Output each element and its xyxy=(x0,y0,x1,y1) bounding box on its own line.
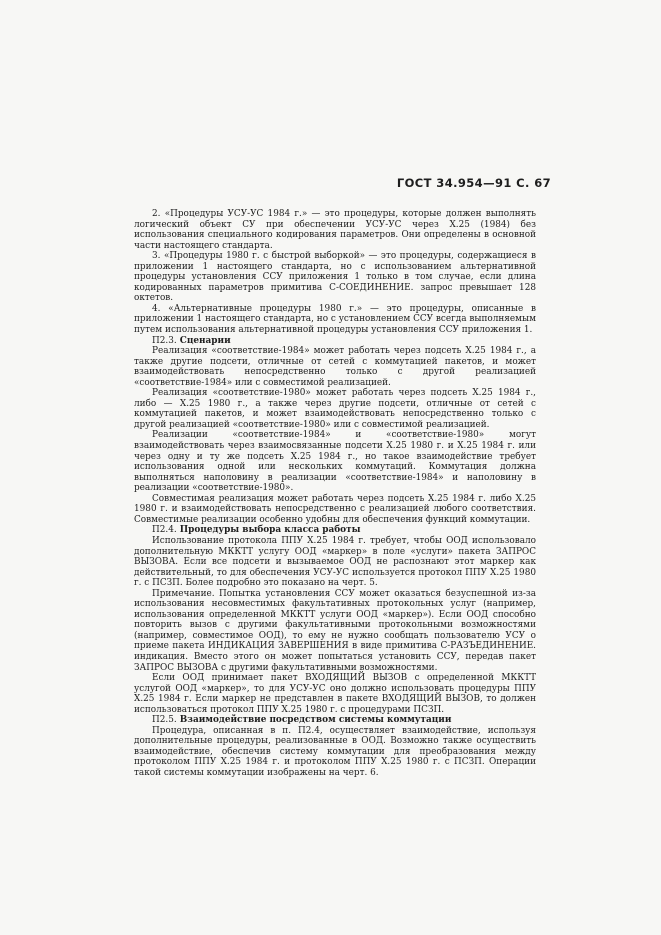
section-heading-p25 xyxy=(134,715,536,726)
section-title: Взаимодействие посредством системы коммутации xyxy=(179,715,452,726)
section-number: П2.5. xyxy=(152,715,177,726)
paragraph: Если ООД принимает пакет ВХОДЯЩИЙ ВЫЗОВ с определенной МККТТ услугой ООД «маркер», то для УСУ-УС оно должно использовать процедуры ППУ Х.25 1984 г. Если маркер не представлен в пакете ВХОДЯЩИЙ ВЫЗОВ, то должен использоваться протокол ППУ Х.25 1980 г. с процедурами ПСЗП. xyxy=(134,673,536,715)
paragraph: 3. «Процедуры 1980 г. с быстрой выборкой» — это процедуры, содержащиеся в приложении 1 настоящего стандарта, но с использованием альтернативной процедуры установления ССУ приложения 1 только в том случае, если длина кодированных параметров примитива С-СОЕДИНЕНИЕ. запрос превышает 128 октетов. xyxy=(134,251,536,304)
section-heading-p23 xyxy=(134,336,536,347)
document-body xyxy=(134,209,536,779)
paragraph: 2. «Процедуры УСУ-УС 1984 г.» — это процедуры, которые должен выполнять логический объект СУ при обеспечении УСУ-УС через Х.25 (1984) без использования специального кодирования параметров. Они определены в основной части настоящего стандарта. xyxy=(134,209,536,251)
paragraph: Реализации «соответствие-1984» и «соответствие-1980» могут взаимодействовать через взаимосвязанные подсети Х.25 1980 г. и Х.25 1984 г. или через одну и ту же подсеть Х.25 1984 г., но такое взаимодействие требует использования одной или нескольких коммутаций. Коммутация должна выполняться наполовину в реализации «соответствие-1984» и наполовину в реализации «соответствие-1980». xyxy=(134,430,536,494)
section-number: П2.4. xyxy=(152,525,177,536)
section-title: Процедуры выбора класса работы xyxy=(179,525,361,536)
section-heading-p24 xyxy=(134,525,536,536)
page-header: ГОСТ 34.954—91 С. 67 xyxy=(396,176,551,190)
note-paragraph: Примечание. Попытка установления ССУ может оказаться безуспешной из-за использования несовместимых факультативных протокольных услуг (например, использования определенной МККТТ услуги ООД «маркер»). Если ООД способно повторить вызов с другими факультативными протокольными возможностями (например, совместимое ООД), то ему не нужно сообщать пользователю УСУ о приеме пакета ИНДИКАЦИЯ ЗАВЕРШЕНИЯ в виде примитива С-РАЗЪЕДИНЕНИЕ. индикация. Вместо этого он может попытаться установить ССУ, передав пакет ЗАПРОС ВЫЗОВА с другими факультативными возможностями. xyxy=(134,588,536,673)
paragraph: Процедура, описанная в п. П2.4, осуществляет взаимодействие, используя дополнительные процедуры, реализованные в ООД. Возможно также осуществить взаимодействие, обеспечив систему коммутации для преобразования между протоколом ППУ Х.25 1984 г. и протоколом ППУ Х.25 1980 г. с ПСЗП. Операции такой системы коммутации изображены на черт. 6. xyxy=(134,725,536,778)
paragraph: Реализация «соответствие-1980» может работать через подсеть Х.25 1984 г., либо — Х.25 1980 г., а также через другие подсети, отличные от сетей с коммутацией пакетов, и может взаимодействовать непосредственно только с другой реализацией «соответствие-1980» или с совместимой реализацией. xyxy=(134,388,536,430)
paragraph: Использование протокола ППУ Х.25 1984 г. требует, чтобы ООД использовало дополнительную МККТТ услугу ООД «маркер» в поле «услуги» пакета ЗАПРОС ВЫЗОВА. Если все подсети и вызываемое ООД не распознают этот маркер как действительный, то для обеспечения УСУ-УС используется протокол ППУ Х.25 1980 г. с ПСЗП. Более подробно это показано на черт. 5. xyxy=(134,535,536,589)
section-title: Сценарии xyxy=(179,335,231,346)
paragraph: Реализация «соответствие-1984» может работать через подсеть Х.25 1984 г., а также другие подсети, отличные от сетей с коммутацией пакетов, и может взаимодействовать непосредственно только с другой реализацией «соответствие-1984» или с совместимой реализацией. xyxy=(134,346,536,388)
paragraph: 4. «Альтернативные процедуры 1980 г.» — это процедуры, описанные в приложении 1 настоящего стандарта, но с установлением ССУ всегда выполняемым путем использования альтернативной процедуры установления ССУ приложения 1. xyxy=(134,303,536,336)
section-number: П2.3. xyxy=(152,335,177,346)
paragraph: Совместимая реализация может работать через подсеть Х.25 1984 г. либо Х.25 1980 г. и взаимодействовать непосредственно с реализацией любого соответствия. Совместимые реализации особенно удобны для обеспечения функций коммутации. xyxy=(134,493,536,525)
